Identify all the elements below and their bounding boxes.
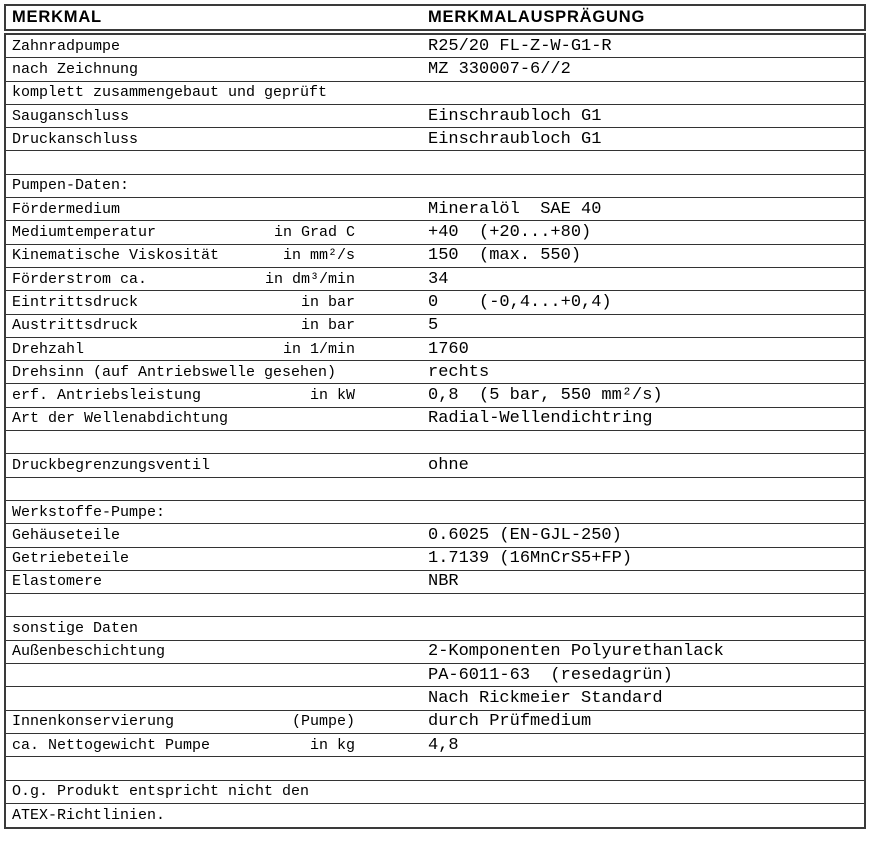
table-row xyxy=(6,221,864,244)
row-value: MZ 330007-6//2 xyxy=(428,59,571,79)
row-merkmal-cell xyxy=(12,202,355,217)
table-row xyxy=(6,105,864,128)
row-label: Förderstrom ca. xyxy=(12,270,148,288)
row-value: Einschraubloch G1 xyxy=(428,129,602,149)
table-row xyxy=(6,687,864,710)
row-value: Nach Rickmeier Standard xyxy=(428,688,663,708)
table-row xyxy=(6,361,864,384)
table-row xyxy=(6,198,864,221)
row-unit: in bar xyxy=(300,293,355,311)
row-unit: in Grad C xyxy=(273,224,355,242)
table-row xyxy=(6,35,864,58)
row-label: Innenkonservierung xyxy=(12,713,175,731)
row-unit: in kg xyxy=(309,736,355,754)
table-row xyxy=(6,245,864,268)
table-row xyxy=(6,524,864,547)
table-row xyxy=(6,291,864,314)
row-merkmal-cell xyxy=(12,318,355,333)
row-label: Eintrittsdruck xyxy=(12,293,139,311)
row-merkmal-cell xyxy=(12,621,355,636)
row-label: Druckanschluss xyxy=(12,130,139,148)
row-label: Außenbeschichtung xyxy=(12,643,166,661)
row-value: 0.6025 (EN-GJL-250) xyxy=(428,525,622,545)
row-label: Drehzahl xyxy=(12,340,85,358)
table-row xyxy=(6,571,864,594)
row-merkmal-cell xyxy=(12,109,355,124)
row-merkmal-cell xyxy=(12,644,355,659)
row-merkmal-cell xyxy=(12,225,355,240)
table-row xyxy=(6,384,864,407)
spec-table xyxy=(4,33,866,829)
row-value: 5 xyxy=(428,316,439,336)
table-row xyxy=(6,128,864,151)
table-row xyxy=(6,594,864,617)
row-value: Einschraubloch G1 xyxy=(428,106,602,126)
table-row xyxy=(6,268,864,291)
row-label: Pumpen-Daten: xyxy=(12,177,130,195)
row-merkmal-cell xyxy=(12,714,355,729)
row-merkmal-cell xyxy=(12,132,355,147)
table-row xyxy=(6,781,864,804)
table-header xyxy=(4,4,866,31)
table-row xyxy=(6,757,864,780)
row-merkmal-cell xyxy=(12,295,355,310)
row-value: 2-Komponenten Polyurethanlack xyxy=(428,642,724,662)
row-unit: in kW xyxy=(309,387,355,405)
table-row xyxy=(6,501,864,524)
row-label: Kinematische Viskosität xyxy=(12,247,220,265)
table-row xyxy=(6,431,864,454)
row-label: erf. Antriebsleistung xyxy=(12,387,202,405)
row-value: 0,8 (5 bar, 550 mm²/s) xyxy=(428,386,663,406)
row-label: Fördermedium xyxy=(12,200,121,218)
row-value: 150 (max. 550) xyxy=(428,246,582,266)
row-merkmal-cell xyxy=(12,738,355,753)
row-value: Mineralöl SAE 40 xyxy=(428,199,602,219)
row-label: komplett zusammengebaut und geprüft xyxy=(12,84,328,102)
row-merkmal-cell xyxy=(12,85,355,100)
row-label: Druckbegrenzungsventil xyxy=(12,456,211,474)
row-merkmal-cell xyxy=(12,388,355,403)
table-row xyxy=(6,454,864,477)
row-value: 1760 xyxy=(428,339,469,359)
row-label: Getriebeteile xyxy=(12,550,130,568)
row-label: Elastomere xyxy=(12,573,103,591)
row-unit: (Pumpe) xyxy=(291,713,355,731)
row-merkmal-cell xyxy=(12,551,355,566)
table-row xyxy=(6,664,864,687)
row-unit: in mm²/s xyxy=(282,247,355,265)
row-label: sonstige Daten xyxy=(12,620,139,638)
table-row xyxy=(6,548,864,571)
row-value: ohne xyxy=(428,455,469,475)
row-value: 4,8 xyxy=(428,735,459,755)
row-unit: in dm³/min xyxy=(264,270,355,288)
row-label: Gehäuseteile xyxy=(12,526,121,544)
table-row xyxy=(6,408,864,431)
header-col-merkmalauspraegung: MERKMALAUSPRÄGUNG xyxy=(428,8,646,26)
row-unit: in bar xyxy=(300,317,355,335)
row-value: +40 (+20...+80) xyxy=(428,223,592,243)
row-label: Werkstoffe-Pumpe: xyxy=(12,503,166,521)
table-row xyxy=(6,617,864,640)
row-value: 1.7139 (16MnCrS5+FP) xyxy=(428,549,633,569)
row-merkmal-cell xyxy=(12,365,355,380)
table-row xyxy=(6,804,864,827)
row-merkmal-cell xyxy=(12,39,355,54)
row-merkmal-cell xyxy=(12,505,355,520)
table-row xyxy=(6,338,864,361)
row-merkmal-cell xyxy=(12,784,355,799)
row-label: Sauganschluss xyxy=(12,107,130,125)
row-merkmal-cell xyxy=(12,178,355,193)
header-col-merkmal: MERKMAL xyxy=(12,8,102,26)
table-row xyxy=(6,175,864,198)
row-label: nach Zeichnung xyxy=(12,60,139,78)
row-merkmal-cell xyxy=(12,808,355,823)
row-label: Austrittsdruck xyxy=(12,317,139,335)
table-row xyxy=(6,478,864,501)
table-row xyxy=(6,151,864,174)
row-label: Mediumtemperatur xyxy=(12,224,157,242)
row-merkmal-cell xyxy=(12,528,355,543)
row-value: rechts xyxy=(428,362,490,382)
row-merkmal-cell xyxy=(12,62,355,77)
row-merkmal-cell xyxy=(12,458,355,473)
row-merkmal-cell xyxy=(12,272,355,287)
row-value: PA-6011-63 (resedagrün) xyxy=(428,665,673,685)
table-row xyxy=(6,734,864,757)
table-row xyxy=(6,82,864,105)
row-label: Drehsinn (auf Antriebswelle gesehen) xyxy=(12,363,337,381)
row-merkmal-cell xyxy=(12,342,355,357)
row-merkmal-cell xyxy=(12,574,355,589)
row-merkmal-cell xyxy=(12,248,355,263)
row-merkmal-cell xyxy=(12,411,355,426)
row-label: ATEX-Richtlinien. xyxy=(12,806,166,824)
row-label: ca. Nettogewicht Pumpe xyxy=(12,736,211,754)
row-value: 0 (-0,4...+0,4) xyxy=(428,292,612,312)
row-unit: in 1/min xyxy=(282,340,355,358)
row-label: O.g. Produkt entspricht nicht den xyxy=(12,783,310,801)
row-label: Art der Wellenabdichtung xyxy=(12,410,229,428)
row-value: 34 xyxy=(428,269,449,289)
row-value: Radial-Wellendichtring xyxy=(428,409,653,429)
row-value: durch Prüfmedium xyxy=(428,712,592,732)
table-row xyxy=(6,315,864,338)
table-row xyxy=(6,711,864,734)
table-row xyxy=(6,58,864,81)
row-value: NBR xyxy=(428,572,459,592)
row-value: R25/20 FL-Z-W-G1-R xyxy=(428,36,612,56)
row-label: Zahnradpumpe xyxy=(12,37,121,55)
table-row xyxy=(6,641,864,664)
